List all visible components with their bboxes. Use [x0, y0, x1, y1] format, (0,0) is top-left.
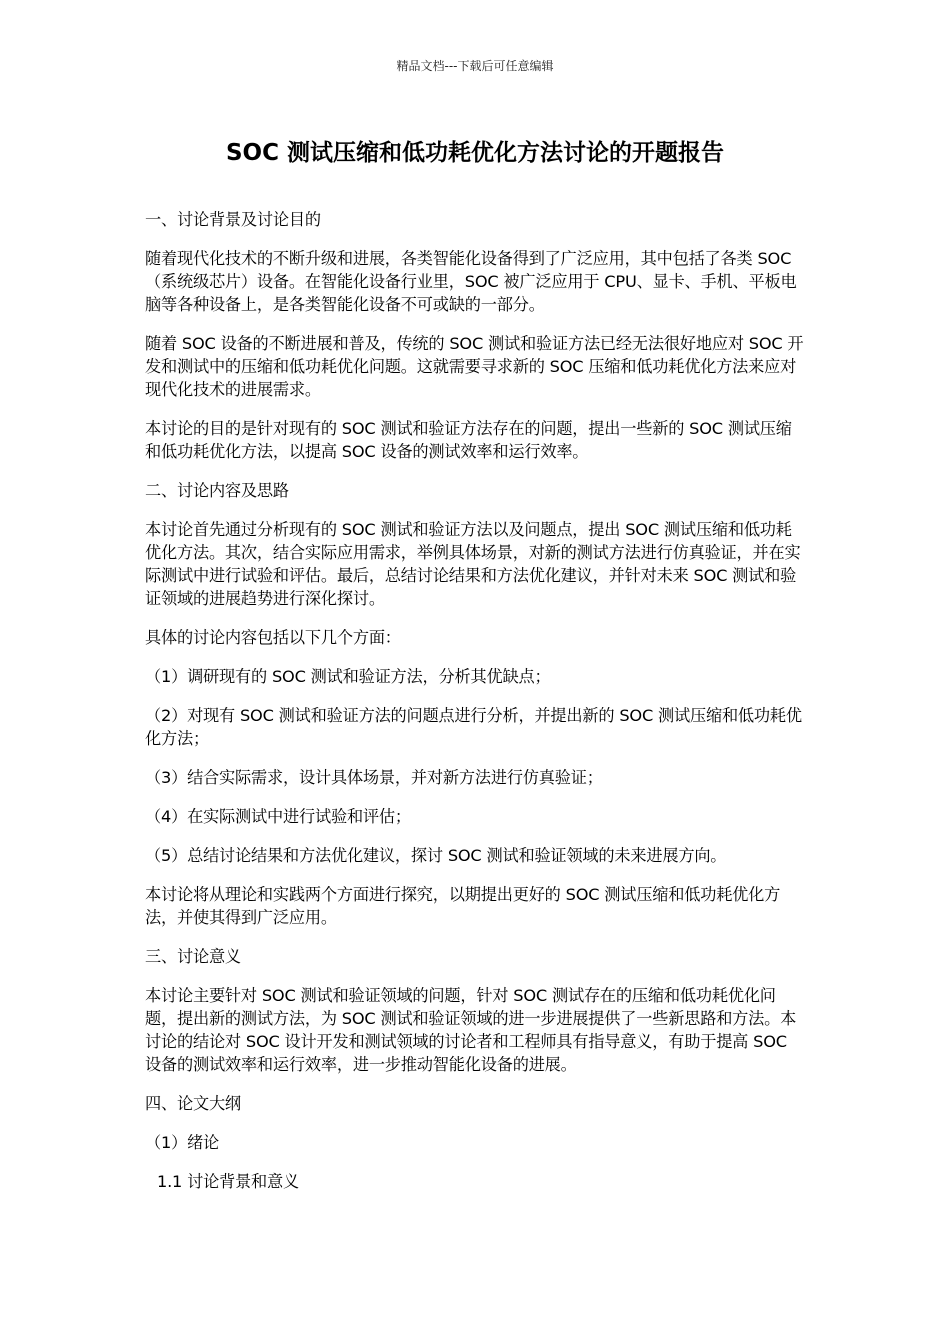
- section-heading-significance: 三、讨论意义: [145, 947, 241, 966]
- paragraph: 本讨论将从理论和实践两个方面进行探究，以期提出更好的 SOC 测试压缩和低功耗优化方法，并使其得到广泛应用。: [145, 885, 781, 927]
- page-title: SOC 测试压缩和低功耗优化方法讨论的开题报告: [225, 140, 724, 166]
- outline-subitem: 1.1 讨论背景和意义: [157, 1172, 300, 1191]
- list-item: （2）对现有 SOC 测试和验证方法的问题点进行分析，并提出新的 SOC 测试压缩和低功耗优化方法；: [145, 706, 802, 748]
- paragraph: 本讨论首先通过分析现有的 SOC 测试和验证方法以及问题点，提出 SOC 测试压缩和低功耗优化方法。其次，结合实际应用需求，举例具体场景，对新的测试方法进行仿真验证，并在实际测试中进行试验和评估。最后，总结讨论结果和方法优化建议，并针对未来 SOC 测试和验证领域的进展趋势进行深化探讨。: [145, 520, 801, 608]
- header-note: 精品文档---下载后可任意编辑: [396, 59, 554, 73]
- section-heading-content: 二、讨论内容及思路: [145, 481, 289, 500]
- list-item: （1）调研现有的 SOC 测试和验证方法，分析其优缺点；: [145, 667, 551, 686]
- document-body: [145, 208, 807, 1209]
- section-heading-outline: 四、论文大纲: [145, 1094, 241, 1113]
- list-item: （5）总结讨论结果和方法优化建议，探讨 SOC 测试和验证领域的未来进展方向。: [145, 846, 727, 865]
- paragraph: 随着现代化技术的不断升级和进展，各类智能化设备得到了广泛应用，其中包括了各类 SOC（系统级芯片）设备。在智能化设备行业里，SOC 被广泛应用于 CPU、显卡、手机、平板电脑等各种设备上，是各类智能化设备不可或缺的一部分。: [145, 249, 797, 314]
- list-item: （3）结合实际需求，设计具体场景，并对新方法进行仿真验证；: [145, 768, 603, 787]
- outline-item: （1）绪论: [145, 1133, 220, 1152]
- paragraph: 具体的讨论内容包括以下几个方面：: [145, 628, 401, 647]
- paragraph: 本讨论的目的是针对现有的 SOC 测试和验证方法存在的问题，提出一些新的 SOC 测试压缩和低功耗优化方法，以提高 SOC 设备的测试效率和运行效率。: [145, 419, 792, 461]
- paragraph: 本讨论主要针对 SOC 测试和验证领域的问题，针对 SOC 测试存在的压缩和低功耗优化问题，提出新的测试方法，为 SOC 测试和验证领域的进一步进展提供了一些新思路和方法。本讨论的结论对 SOC 设计开发和测试领域的讨论者和工程师具有指导意义，有助于提高 SOC 设备的测试效率和运行效率，进一步推动智能化设备的进展。: [145, 986, 797, 1074]
- section-heading-background: 一、讨论背景及讨论目的: [145, 210, 321, 229]
- paragraph: 随着 SOC 设备的不断进展和普及，传统的 SOC 测试和验证方法已经无法很好地应对 SOC 开发和测试中的压缩和低功耗优化问题。这就需要寻求新的 SOC 压缩和低功耗优化方法来应对现代化技术的进展需求。: [145, 334, 804, 399]
- list-item: （4）在实际测试中进行试验和评估；: [145, 807, 411, 826]
